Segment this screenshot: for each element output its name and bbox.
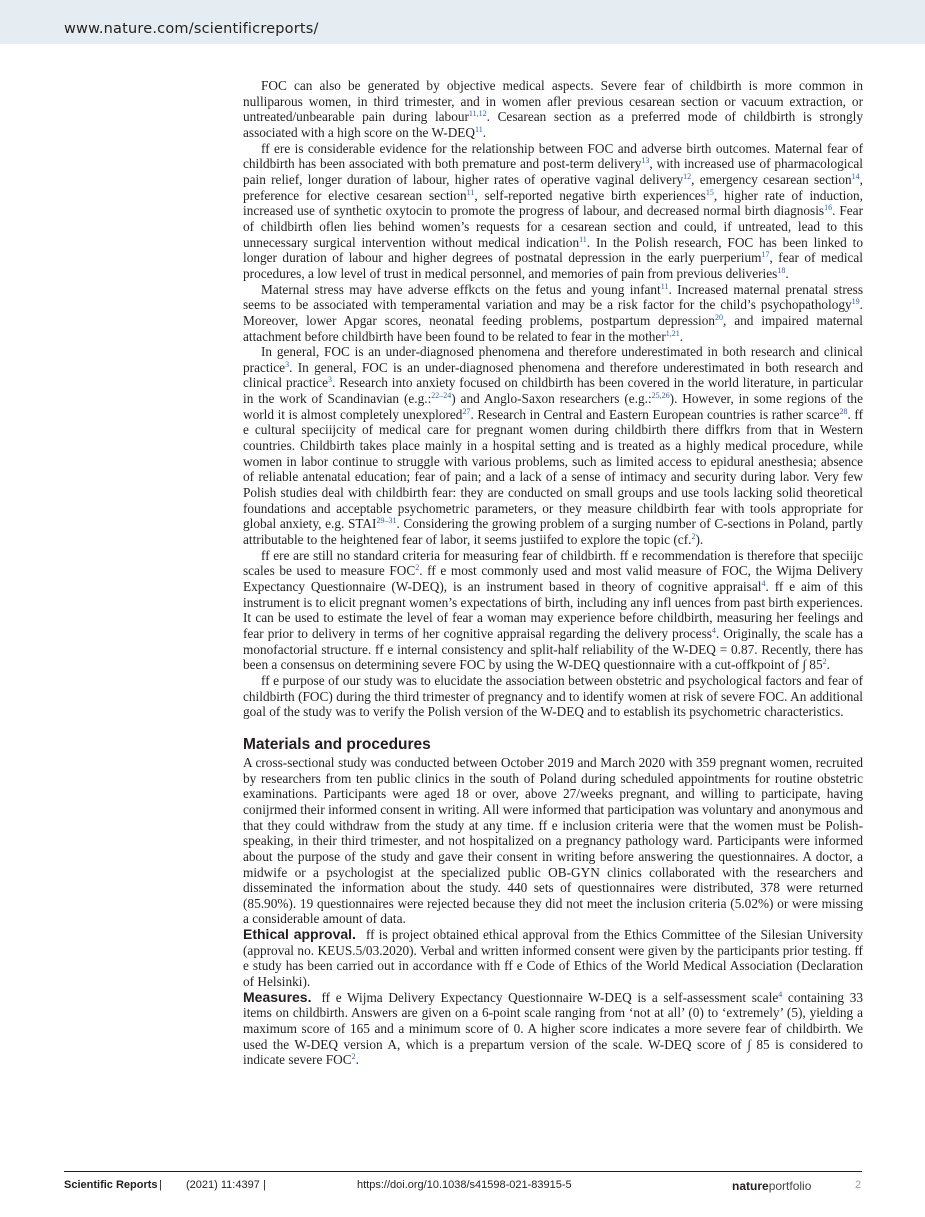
citation-ref[interactable]: 29–31 [376,516,397,526]
citation-ref[interactable]: 11 [475,124,483,134]
citation-ref[interactable]: 11 [660,281,669,291]
footer-citation: (2021) 11:4397 [186,1179,260,1191]
citation-ref[interactable]: 18 [777,265,786,275]
citation-ref[interactable]: 3 [285,359,290,369]
footer-journal-name: Scientific Reports [64,1179,158,1191]
site-header-bar [0,0,925,44]
paragraph-materials: A cross-sectional study was conducted between October 2019 and March 2020 with 359 pregnant women, recruited by researchers from ten public clinics in the south of Poland during scheduled appointments for routine obstetric examinations. Participants were aged 18 or over, above 27/weeks pregnant, and willing to participate, having conijrmed their informed consent in writing. All were informed that participation was voluntary and anonymous and that they could withdraw from the study at any time. ff e inclusion criteria were that the women must be Polish-speaking, in their third trimester, and not hospitalized on a pregnancy pathology ward. Participants were informed about the purpose of the study and gave their consent in writing before answering the questionnaires. A doctor, a midwife or a psychologist at the specialized public OB-GYN clinics collaborated with the researchers and disseminated the information about the study. 440 sets of questionnaires were distributed, 378 were returned (85.90%). 19 questionnaires were rejected because they did not meet the inclusion criteria (5.02%) or were missing a considerable amount of data. [243,754,863,927]
citation-ref[interactable]: 16 [824,203,833,213]
footer-separator: | [159,1179,162,1191]
citation-ref[interactable]: 4 [778,989,783,999]
citation-ref[interactable]: 2 [351,1052,356,1062]
paragraph-foc-medical-aspects: FOC can also be generated by objective medical aspects. Severe fear of childbirth is more common in nulliparous women, in third trimester, and in women afler previous cesarean section or vacuum extraction, or untreated/unbearable pain during labour$^{11,12}$. Cesarean section as a preferred mode of childbirth is strongly associated with a high score on the W-DEQ$^{11}$. [243,78,863,140]
paragraph-measurement-criteria: ff ere are still no standard criteria for measuring fear of childbirth. ff e recommendation is therefore that speciijc scales be used to measure FOC$^2$. ff e most commonly used and most valid measure of FOC, the Wijma Delivery Expectancy Questionnaire (W-DEQ), is an instrument based in theory of cognitive appraisal$^4$. ff e aim of this instrument is to elicit pregnant women’s expectations of birth, including any infl uences from past birth experiences. It can be used to estimate the level of fear a woman may experience before childbirth, measuring her feelings and fear prior to delivery in terms of her cognitive appraisal regarding the delivery process$^4$. Originally, the scale has a monofactorial structure. ff e internal consistency and split-half reliability of the W-DEQ = 0.87. Recently, there has been a consensus on determining severe FOC by using the W-DEQ questionnaire with a cut-offkpoint of ∫ $85^2$. [243,547,863,673]
logo-light-part: portfolio [768,1179,812,1193]
section-heading-materials: Materials and procedures [243,735,431,753]
footer-doi-link[interactable]: https://doi.org/10.1038/s41598-021-83915-5 [357,1179,572,1191]
paragraph-underdiagnosed: In general, FOC is an under-diagnosed phenomena and therefore underestimated in both research and clinical practice$^3$. In general, FOC is an under-diagnosed phenomena and therefore underestimated in both research and clinical practice$^3$. Research into anxiety focused on childbirth has been covered in the world literature, in particular in the work of Scandinavian (e.g.:$^{22-24}$) and Anglo-Saxon researchers (e.g.:$^{25,26}$). However, in some regions of the world it is almost completely unexplored$^{27}$. Research in Central and Eastern European countries is rather scarce$^{28}$. ff e cultural speciijcity of medical care for pregnant women during childbirth there diffkrs from that in Western countries. Childbirth takes place mainly in a hospital setting and is treated as a highly medical procedure, while women in labor continue to struggle with various problems, such as limited access to epidural anesthesia; absence of reliable antenatal education; fear of pain; and a lack of a sense of intimacy and security during labor. Very few Polish studies deal with childbirth fear: they are conducted on small groups and use tools lacking solid theoretical foundations and acceptable psychometric parameters, or they measure childbirth fear with tools appropriate for global anxiety, e.g. STAI$^{29-31}$. Considering the growing problem of a surging number of C-sections in Poland, partly attributable to the heightened fear of labor, it seems justiifed to explore the topic (cf.$^2$). [243,344,864,548]
citation-ref[interactable]: 27 [462,406,471,416]
citation-ref[interactable]: 2 [691,532,696,542]
citation-ref[interactable]: 25,26 [651,391,670,401]
logo-bold-part: nature [732,1179,769,1193]
citation-ref[interactable]: 28 [839,406,848,416]
site-url[interactable]: www.nature.com/scientificreports/ [64,21,319,37]
citation-ref[interactable]: 2 [822,657,827,667]
paragraph-adverse-outcomes: ff ere is considerable evidence for the relationship between FOC and adverse birth outcomes. Maternal fear of childbirth has been associated with both premature and post-term delivery$^{13}$, with increased use of pharmacological pain relief, longer duration of labour, higher rates of operative vaginal delivery$^{12}$, emergency cesarean section$^{14}$, preference for elective cesarean section$^{11}$, self-reported negative birth experiences$^{15}$, higher rate of induction, increased use of synthetic oxytocin to promote the progress of labour, and decreased normal birth diagnosis$^{16}$. Fear of childbirth oflen lies behind women’s requests for a cesarean section and could, if untreated, lead to this unnecessary surgical intervention without medical indication$^{11}$. In the Polish research, FOC has been linked to longer duration of labour and higher degrees of postnatal depression in the early puerperium$^{17}$, fear of medical procedures, a low level of trust in medical personnel, and memories of pain from previous deliveries$^{18}$. [243,140,864,281]
footer-separator: | [263,1179,266,1191]
citation-ref[interactable]: 13 [641,156,650,166]
subsection-heading-ethical: Ethical approval. [243,926,356,943]
citation-ref[interactable]: 15 [705,187,714,197]
citation-ref[interactable]: 4 [711,625,716,635]
citation-ref[interactable]: 14 [851,171,860,181]
nature-portfolio-logo [732,1179,811,1193]
citation-ref[interactable]: 22–24 [431,391,452,401]
article-body [243,78,863,1068]
subsection-measures [243,990,863,1068]
page-footer [64,1171,862,1193]
paragraph-study-purpose: ff e purpose of our study was to elucidate the association between obstetric and psychological factors and fear of childbirth (FOC) during the third trimester of pregnancy and to identify women at risk of severe FOC. An additional goal of the study was to verify the Polish version of the W-DEQ and to establish its psychometric characteristics. [243,672,863,720]
citation-ref[interactable]: 11 [579,234,587,244]
paragraph-maternal-stress: Maternal stress may have adverse effkcts on the fetus and young infant$^{11}$. Increased maternal prenatal stress seems to be associated with temperamental variation and may be a risk factor for the child’s psychopathology$^{19}$. Moreover, lower Apgar scores, neonatal feeding problems, postpartum depression$^{20}$, and impaired maternal attachment before childbirth have been found to be related to fear in the mother$^{1,21}$. [243,281,864,344]
subsection-ethical [243,927,863,990]
citation-ref[interactable]: 12 [683,171,692,181]
citation-ref[interactable]: 4 [761,579,766,588]
citation-ref[interactable]: 17 [761,250,770,260]
citation-ref[interactable]: 19 [851,297,860,307]
paragraph-measures: ff e Wijma Delivery Expectancy Questionnaire W-DEQ is a self-assessment scale$^4$ containing 33 items on childbirth. Answers are given on a 6-point scale ranging from ‘not at all’ (0) to ‘extremely’ (5), yielding a maximum score of 165 and a minimum score of 0. A higher score indicates a more severe fear of childbirth. We used the W-DEQ version A, which is a prepartum version of the scale. W-DEQ score of ∫ 85 is considered to indicate severe FOC$^2$. [243,989,863,1068]
citation-ref[interactable]: 1,21 [665,328,680,338]
citation-ref[interactable]: 20 [715,312,724,322]
citation-ref[interactable]: 2 [415,563,420,573]
paragraph-ethical: ff is project obtained ethical approval from the Ethics Committee of the Silesian University (approval no. KEUS.5/03.2020). Verbal and written informed consent were given by the participants prior testing. ff e study has been carried out in accordance with ff e Code of Ethics of the World Medical Association (Declaration of Helsinki). [243,927,863,990]
citation-ref[interactable]: 3 [328,375,333,385]
subsection-heading-measures: Measures. [243,988,312,1005]
citation-ref[interactable]: 11,12 [468,109,487,119]
citation-ref[interactable]: 11 [466,187,475,197]
page-number: 2 [855,1179,862,1191]
